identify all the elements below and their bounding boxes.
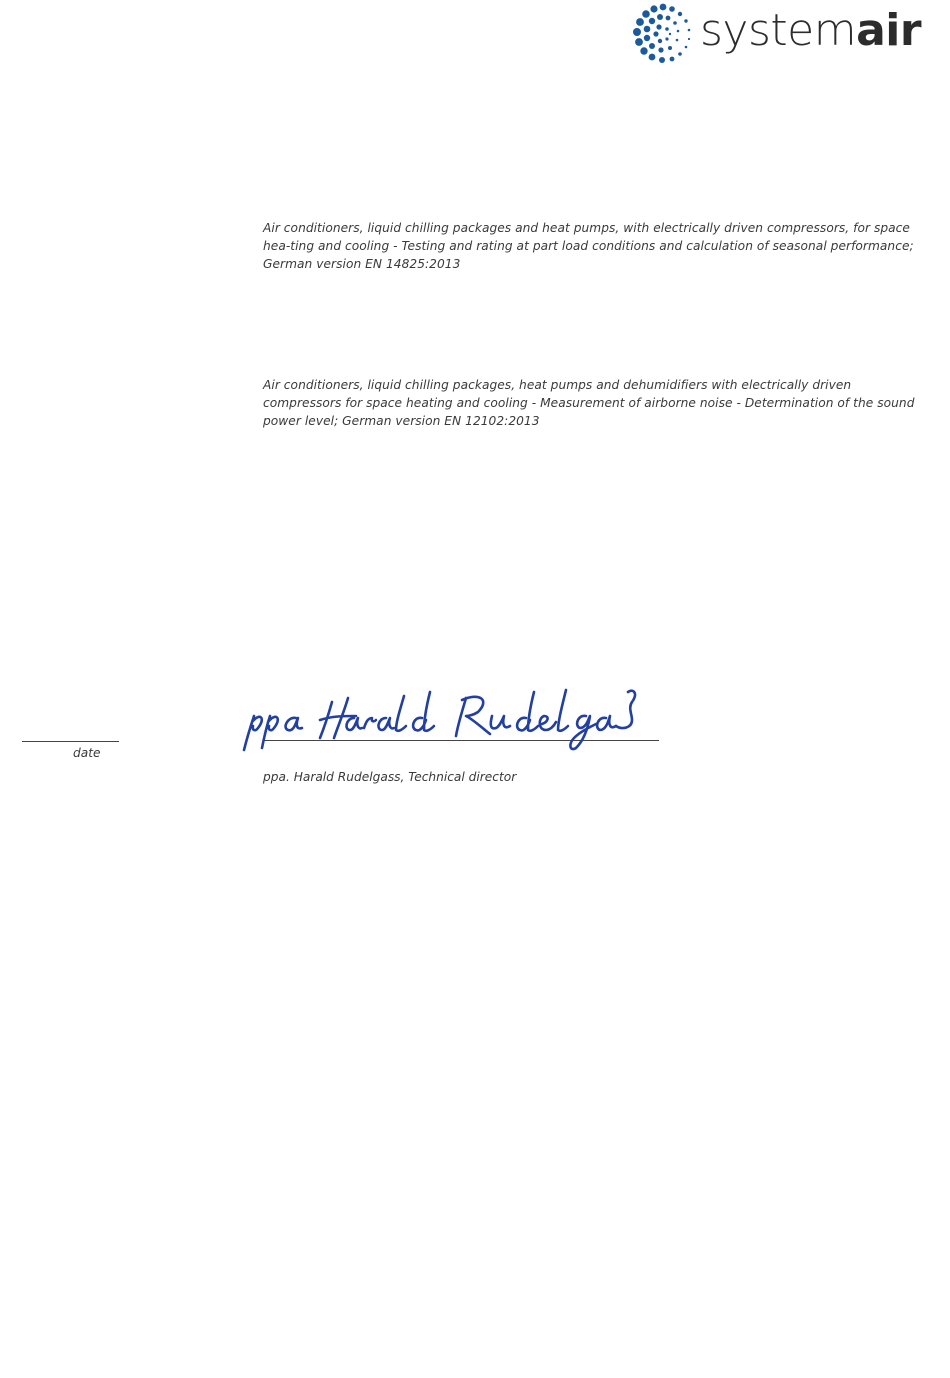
standard-en-14825: Air conditioners, liquid chilling packages and heat pumps, with electrically driven compressors, for space hea-ting and cooling - Testing and rating at part load conditions and calculation of seasonal performance; German version EN 14825:2013 — [263, 221, 914, 271]
handwritten-signature — [240, 682, 640, 754]
standard-en-12102: Air conditioners, liquid chilling packages, heat pumps and dehumidifiers with electrically driven compressors for space heating and cooling - Measurement of airborne noise - Determination of the sound power level; German version EN 12102:2013 — [263, 378, 915, 428]
logo-wordmark — [700, 6, 921, 56]
date-label: date — [73, 746, 101, 760]
company-logo — [632, 2, 932, 66]
signer-name-title: ppa. Harald Rudelgass, Technical director — [263, 770, 517, 784]
logo-text-system: system — [700, 5, 857, 56]
logo-text-air: air — [856, 5, 922, 56]
logo-dots-icon — [632, 2, 694, 64]
date-line — [22, 741, 119, 742]
